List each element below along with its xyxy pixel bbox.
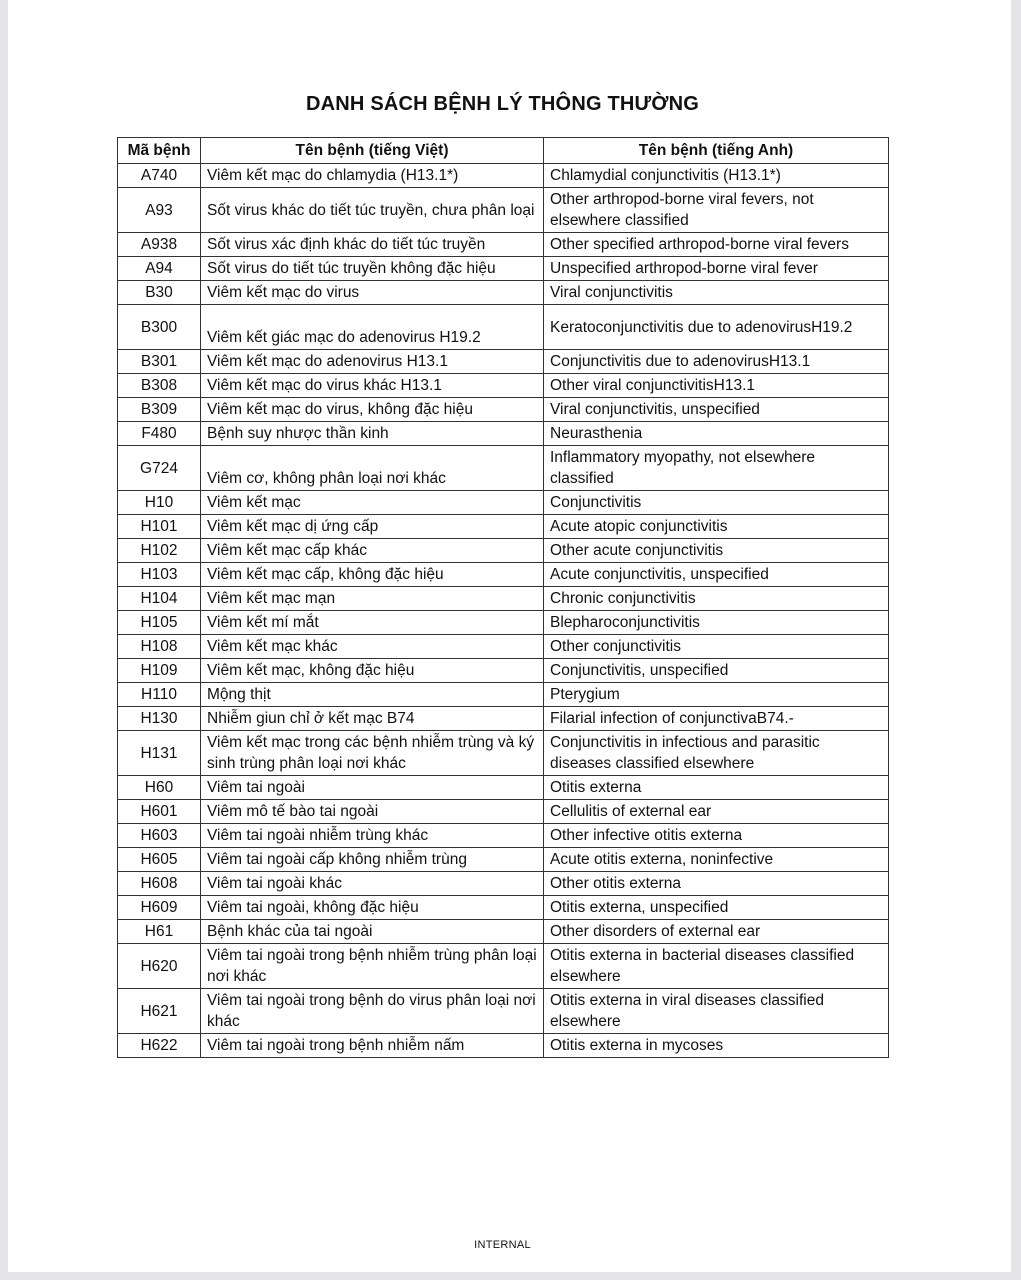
table-row [118,515,889,539]
disease-name-en: Viral conjunctivitis [544,281,889,305]
table-row [118,188,889,233]
table-row [118,398,889,422]
disease-code: H10 [118,491,201,515]
disease-name-en: Other arthropod-borne viral fevers, not elsewhere classified [544,188,889,233]
disease-name-en: Other infective otitis externa [544,824,889,848]
disease-name-en: Inflammatory myopathy, not elsewhere classified [544,446,889,491]
disease-code: H622 [118,1034,201,1058]
disease-name-vn: Viêm tai ngoài, không đặc hiệu [201,896,544,920]
table-row [118,305,889,350]
table-row [118,800,889,824]
disease-code: H108 [118,635,201,659]
disease-name-vn: Viêm tai ngoài trong bệnh nhiễm nấm [201,1034,544,1058]
disease-name-en: Neurasthenia [544,422,889,446]
disease-name-en: Cellulitis of external ear [544,800,889,824]
disease-name-en: Other specified arthropod-borne viral fevers [544,233,889,257]
disease-code: H60 [118,776,201,800]
disease-code: A938 [118,233,201,257]
disease-name-en: Pterygium [544,683,889,707]
disease-name-vn: Sốt virus khác do tiết túc truyền, chưa phân loại [201,188,544,233]
table-row [118,896,889,920]
disease-name-vn: Viêm tai ngoài nhiễm trùng khác [201,824,544,848]
table-row [118,446,889,491]
disease-name-vn: Viêm tai ngoài trong bệnh nhiễm trùng phân loại nơi khác [201,944,544,989]
disease-code: G724 [118,446,201,491]
disease-code: H608 [118,872,201,896]
table-row [118,707,889,731]
disease-name-vn: Viêm kết mạc, không đặc hiệu [201,659,544,683]
disease-name-vn: Sốt virus xác định khác do tiết túc truyền [201,233,544,257]
disease-code: H605 [118,848,201,872]
disease-code: H131 [118,731,201,776]
disease-code: H102 [118,539,201,563]
disease-name-vn: Viêm kết mạc do chlamydia (H13.1*) [201,164,544,188]
disease-name-en: Otitis externa in mycoses [544,1034,889,1058]
disease-name-vn: Viêm kết mạc [201,491,544,515]
table-row [118,944,889,989]
disease-name-en: Chlamydial conjunctivitis (H13.1*) [544,164,889,188]
disease-name-vn: Viêm kết mạc khác [201,635,544,659]
disease-name-en: Chronic conjunctivitis [544,587,889,611]
disease-name-en: Other viral conjunctivitisH13.1 [544,374,889,398]
disease-code: H609 [118,896,201,920]
disease-name-en: Otitis externa in viral diseases classified elsewhere [544,989,889,1034]
table-row [118,539,889,563]
disease-name-en: Other conjunctivitis [544,635,889,659]
table-row [118,611,889,635]
disease-name-en: Keratoconjunctivitis due to adenovirusH19.2 [544,305,889,350]
disease-name-en: Otitis externa [544,776,889,800]
disease-code: H130 [118,707,201,731]
footer-classification-label: INTERNAL [474,1239,531,1251]
disease-code: H621 [118,989,201,1034]
table-row [118,848,889,872]
document-title: DANH SÁCH BỆNH LÝ THÔNG THƯỜNG [306,93,699,115]
disease-code: H105 [118,611,201,635]
header-code: Mã bệnh [118,138,201,164]
table-row [118,635,889,659]
disease-code: H603 [118,824,201,848]
disease-name-vn: Viêm cơ, không phân loại nơi khác [201,446,544,491]
disease-name-en: Conjunctivitis, unspecified [544,659,889,683]
disease-name-en: Conjunctivitis [544,491,889,515]
disease-name-vn: Viêm kết mạc do virus, không đặc hiệu [201,398,544,422]
disease-code: H601 [118,800,201,824]
table-row [118,422,889,446]
table-row [118,1034,889,1058]
disease-name-vn: Viêm kết mạc trong các bệnh nhiễm trùng và ký sinh trùng phân loại nơi khác [201,731,544,776]
table-row [118,731,889,776]
disease-name-en: Acute atopic conjunctivitis [544,515,889,539]
disease-name-vn: Viêm kết mạc cấp khác [201,539,544,563]
header-english-name: Tên bệnh (tiếng Anh) [544,138,889,164]
disease-name-vn: Viêm kết mạc do adenovirus H13.1 [201,350,544,374]
disease-name-en: Acute conjunctivitis, unspecified [544,563,889,587]
disease-name-vn: Viêm kết giác mạc do adenovirus H19.2 [201,305,544,350]
disease-code: B30 [118,281,201,305]
disease-name-vn: Mộng thịt [201,683,544,707]
disease-code: A740 [118,164,201,188]
disease-name-en: Acute otitis externa, noninfective [544,848,889,872]
disease-code: H61 [118,920,201,944]
disease-code: B308 [118,374,201,398]
disease-name-vn: Viêm tai ngoài trong bệnh do virus phân loại nơi khác [201,989,544,1034]
disease-name-en: Conjunctivitis due to adenovirusH13.1 [544,350,889,374]
table-row [118,257,889,281]
table-header-row [118,138,889,164]
disease-code: H110 [118,683,201,707]
disease-name-en: Other disorders of external ear [544,920,889,944]
disease-code: B309 [118,398,201,422]
disease-name-en: Blepharoconjunctivitis [544,611,889,635]
disease-name-vn: Viêm kết mạc do virus [201,281,544,305]
table-row [118,824,889,848]
disease-code: H101 [118,515,201,539]
table-row [118,587,889,611]
table-row [118,350,889,374]
disease-name-vn: Viêm tai ngoài khác [201,872,544,896]
header-vietnamese-name: Tên bệnh (tiếng Việt) [201,138,544,164]
table-row [118,920,889,944]
disease-name-vn: Sốt virus do tiết túc truyền không đặc hiệu [201,257,544,281]
disease-name-vn: Viêm kết mí mắt [201,611,544,635]
disease-code: B301 [118,350,201,374]
disease-name-en: Otitis externa in bacterial diseases classified elsewhere [544,944,889,989]
disease-name-en: Other acute conjunctivitis [544,539,889,563]
table-row [118,683,889,707]
disease-name-vn: Viêm kết mạc do virus khác H13.1 [201,374,544,398]
disease-name-vn: Viêm kết mạc dị ứng cấp [201,515,544,539]
table-row [118,281,889,305]
table-row [118,563,889,587]
disease-name-en: Unspecified arthropod-borne viral fever [544,257,889,281]
table-row [118,872,889,896]
disease-name-vn: Viêm mô tế bào tai ngoài [201,800,544,824]
disease-code: H103 [118,563,201,587]
table-row [118,989,889,1034]
disease-name-vn: Bệnh khác của tai ngoài [201,920,544,944]
disease-name-en: Conjunctivitis in infectious and parasitic diseases classified elsewhere [544,731,889,776]
table-row [118,374,889,398]
disease-name-en: Filarial infection of conjunctivaB74.- [544,707,889,731]
disease-name-en: Other otitis externa [544,872,889,896]
table-row [118,164,889,188]
disease-code: F480 [118,422,201,446]
disease-code: A94 [118,257,201,281]
disease-code: H620 [118,944,201,989]
disease-code: A93 [118,188,201,233]
table-row [118,233,889,257]
disease-name-vn: Viêm kết mạc mạn [201,587,544,611]
disease-name-en: Viral conjunctivitis, unspecified [544,398,889,422]
disease-code: H104 [118,587,201,611]
disease-name-vn: Viêm tai ngoài cấp không nhiễm trùng [201,848,544,872]
disease-code: B300 [118,305,201,350]
disease-name-vn: Viêm tai ngoài [201,776,544,800]
disease-name-vn: Bệnh suy nhược thần kinh [201,422,544,446]
table-row [118,491,889,515]
disease-name-vn: Viêm kết mạc cấp, không đặc hiệu [201,563,544,587]
disease-table [117,137,889,1058]
disease-name-en: Otitis externa, unspecified [544,896,889,920]
disease-code: H109 [118,659,201,683]
disease-name-vn: Nhiễm giun chỉ ở kết mạc B74 [201,707,544,731]
table-row [118,776,889,800]
table-row [118,659,889,683]
